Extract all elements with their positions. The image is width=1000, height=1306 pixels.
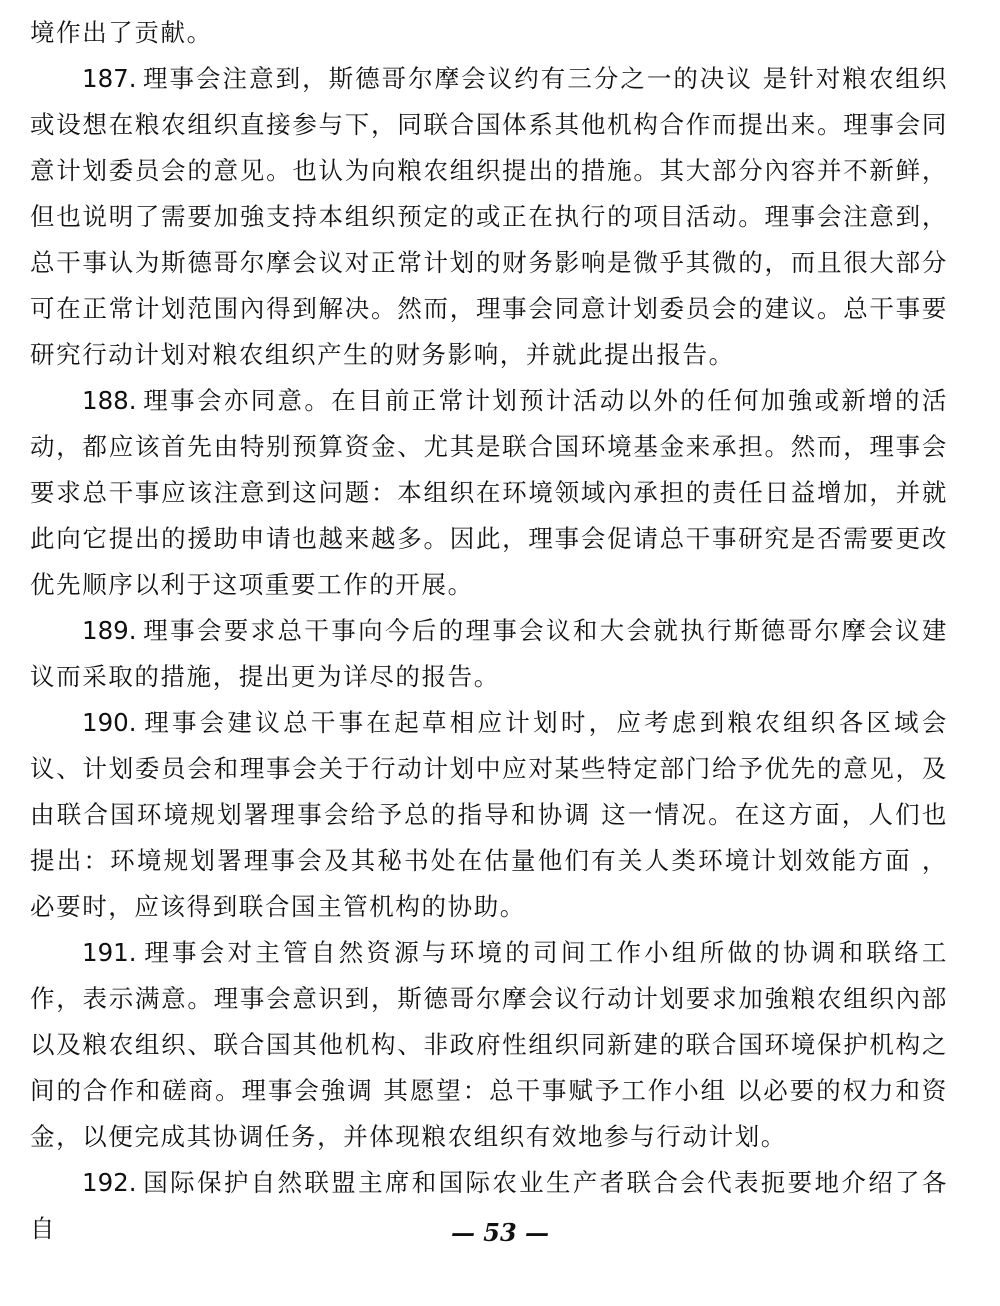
paragraph-188	[30, 378, 948, 608]
paragraph-text: 理事会建议总干事在起草相应计划时，应考虑到粮农组织各区域会议、计划委员会和理事会关于行动计划中应对某些特定部门给予优先的意见，及由联合国环境规划署理事会给予总的指导和协调 这一情况。在这方面，人们也提出：环境规划署理事会及其秘书处在估量他们有关人类环境计划效能方面 ，必要时，应该得到联合国主管机构的协助。	[30, 708, 948, 921]
paragraph-text: 国际保护自然联盟主席和国际农业生产者联合会代表扼要地介绍了各自	[30, 1168, 948, 1243]
page-number: — 53 —	[450, 1218, 550, 1247]
paragraph-text: 理事会对主管自然资源与环境的司间工作小组所做的协调和联络工作，表示满意。理事会意识到，斯德哥尔摩会议行动计划要求加強粮农组织內部以及粮农组织、联合国其他机构、非政府性组织同新建的联合国环境保护机构之间的合作和磋商。理事会強调 其愿望：总干事赋予工作小组 以必要的权力和资金，以便完成其协调任务，并体现粮农组织有效地参与行动计划。	[30, 938, 948, 1151]
paragraph-number: 191.	[82, 938, 137, 967]
paragraph-number: 192.	[82, 1168, 137, 1197]
paragraph-number: 189.	[82, 616, 137, 645]
paragraph-191	[30, 930, 948, 1160]
paragraph-number: 187.	[82, 64, 137, 93]
carryover-text: 境作出了贡献。	[30, 18, 213, 47]
paragraph-text: 理事会亦同意。在目前正常计划预计活动以外的任何加強或新增的活动，都应该首先由特别预算资金、尤其是联合国环境基金来承担。然而，理事会要求总干事应该注意到这问题：本组织在环境领域內承担的责任日益增加，并就此向它提出的援助申请也越来越多。因此，理事会促请总干事研究是否需要更改优先顺序以利于这项重要工作的开展。	[30, 386, 948, 599]
paragraph-187	[30, 56, 948, 378]
paragraph-number: 188.	[82, 386, 137, 415]
paragraph-text: 理事会要求总干事向今后的理事会议和大会就执行斯德哥尔摩会议建议而采取的措施，提出更为详尽的报告。	[30, 616, 948, 691]
paragraph-190	[30, 700, 948, 930]
paragraph-189	[30, 608, 948, 700]
paragraph-text: 理事会注意到，斯德哥尔摩会议约有三分之一的决议 是针对粮农组织或设想在粮农组织直接参与下，同联合国体系其他机构合作而提出来。理事会同意计划委员会的意见。也认为向粮农组织提出的措施。其大部分內容并不新鲜，但也说明了需要加強支持本组织预定的或正在执行的项目活动。理事会注意到，总干事认为斯德哥尔摩会议对正常计划的财务影响是微乎其微的，而且很大部分可在正常计划范围內得到解决。然而，理事会同意计划委员会的建议。总干事要研究行动计划对粮农组织产生的财务影响，并就此提出报告。	[30, 64, 948, 369]
paragraph-number: 190.	[82, 708, 137, 737]
